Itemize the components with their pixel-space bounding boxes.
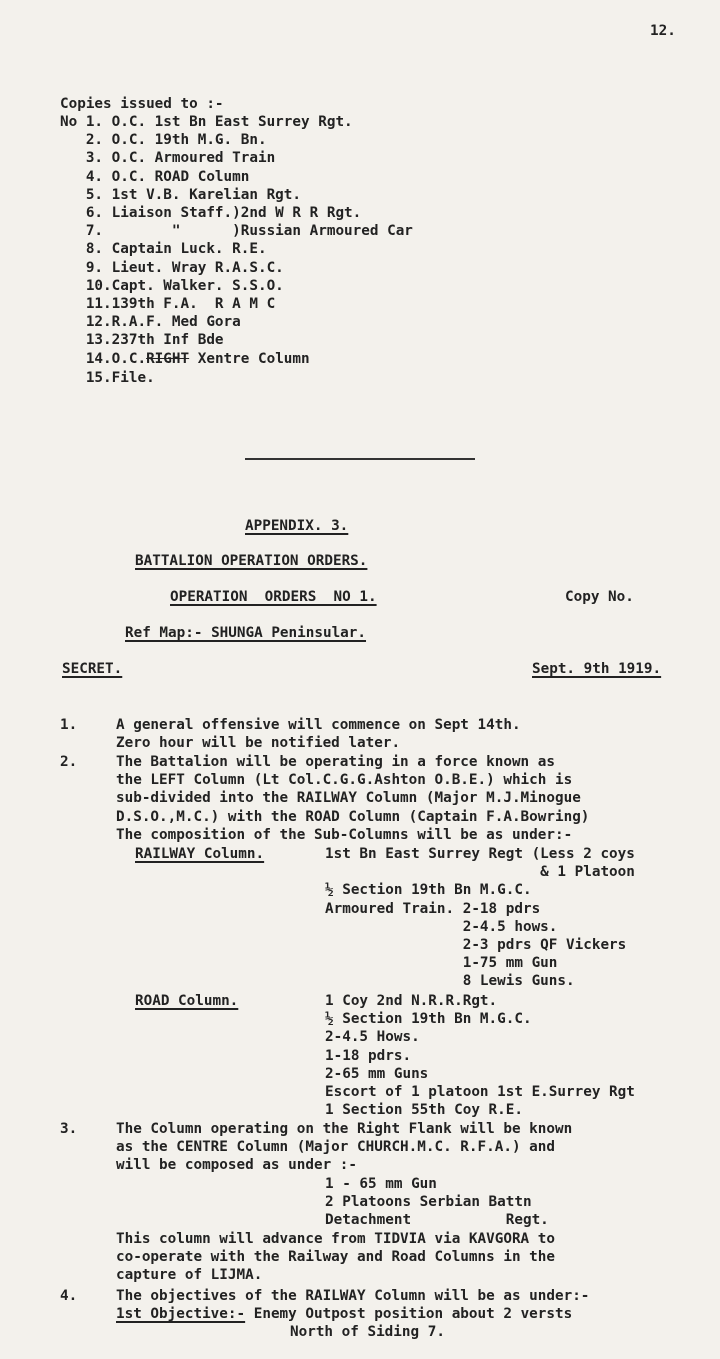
railway-column-line: Armoured Train. 2-18 pdrs — [325, 900, 541, 917]
page-number: 12. — [650, 23, 676, 39]
copies-item-line: 6. Liaison Staff.)2nd W R R Rgt. — [60, 205, 362, 221]
copies-heading: Copies issued to :- — [60, 96, 224, 112]
section-divider — [245, 458, 475, 460]
copies-item-line: 11.139th F.A. R A M C — [60, 296, 276, 312]
road-column-line: 2-65 mm Guns — [325, 1065, 429, 1082]
copy-number: Copy No. — [565, 589, 634, 605]
para-2-line: D.S.O.,M.C.) with the ROAD Column (Captain F.A.Bowring) — [116, 808, 590, 825]
copies-item-line: No 1. O.C. 1st Bn East Surrey Rgt. — [60, 114, 353, 130]
para-2-line: sub-divided into the RAILWAY Column (Major M.J.Minogue — [116, 790, 581, 807]
orders-heading: OPERATION ORDERS NO 1. — [170, 589, 377, 605]
copies-item-line: 13.237th Inf Bde — [60, 332, 224, 349]
ref-map: Ref Map:- SHUNGA Peninsular. — [125, 625, 367, 641]
copies-item-14-suffix: Xentre Column — [189, 351, 310, 367]
road-column-line: 1-18 pdrs. — [325, 1047, 412, 1064]
railway-column-line: 2-3 pdrs QF Vickers — [325, 937, 627, 953]
para-2-line: The Battalion will be operating in a force known as — [116, 754, 555, 770]
road-column-line: 1 Section 55th Coy R.E. — [325, 1102, 523, 1119]
centre-column-line: Detachment Regt. — [325, 1212, 549, 1229]
railway-column-line: 1st Bn East Surrey Regt (Less 2 coys — [325, 846, 635, 862]
para-3-line: as the CENTRE Column (Major CHURCH.M.C. R.F.A.) and — [116, 1139, 555, 1156]
para-1-line: A general offensive will commence on Sept 14th. — [116, 717, 521, 733]
road-column-line: 2-4.5 Hows. — [325, 1029, 420, 1046]
objective-1-continuation: North of Siding 7. — [290, 1324, 445, 1340]
para-4-body: The objectives of the RAILWAY Column will be as under:- — [116, 1288, 590, 1304]
para-1-line: Zero hour will be notified later. — [116, 735, 401, 752]
para-1-number: 1. — [60, 717, 78, 733]
centre-column-line: 2 Platoons Serbian Battn — [325, 1194, 532, 1211]
road-column-label: ROAD Column. — [135, 993, 239, 1009]
order-date: Sept. 9th 1919. — [532, 661, 662, 677]
copies-item-line: 10.Capt. Walker. S.S.O. — [60, 277, 284, 294]
railway-column-line: 8 Lewis Guns. — [325, 973, 575, 990]
railway-column-line: 2-4.5 hows. — [325, 918, 558, 935]
copies-item-line: 8. Captain Luck. R.E. — [60, 241, 267, 258]
appendix-heading: APPENDIX. 3. — [245, 518, 349, 534]
para-3-line: will be composed as under :- — [116, 1157, 358, 1174]
objective-1 — [116, 1305, 572, 1323]
copies-item-line: 3. O.C. Armoured Train — [60, 150, 276, 167]
copies-item-line: 7. " )Russian Armoured Car — [60, 223, 413, 240]
copies-item-14 — [60, 350, 310, 368]
railway-column-line: ½ Section 19th Bn M.G.C. — [325, 882, 532, 899]
objective-1-label: 1st Objective:- — [116, 1306, 246, 1322]
railway-column-label: RAILWAY Column. — [135, 846, 265, 862]
para-4-number: 4. — [60, 1288, 78, 1304]
objective-1-text: Enemy Outpost position about 2 versts — [245, 1306, 573, 1322]
copies-item-line: 4. O.C. ROAD Column — [60, 168, 250, 185]
para-3-number: 3. — [60, 1121, 78, 1137]
para-2-line: The composition of the Sub-Columns will be as under:- — [116, 826, 573, 843]
para-3-after-line: capture of LIJMA. — [116, 1267, 263, 1284]
copies-item-line: 12.R.A.F. Med Gora — [60, 314, 241, 331]
copies-item-14-prefix: 14.O.C. — [60, 351, 147, 367]
copies-item-line: 2. O.C. 19th M.G. Bn. — [60, 132, 267, 149]
railway-column-line: & 1 Platoon — [325, 864, 635, 881]
secret-label: SECRET. — [62, 661, 123, 677]
para-2-line: the LEFT Column (Lt Col.C.G.G.Ashton O.B.E.) which is — [116, 772, 573, 789]
para-3-after-line: This column will advance from TIDVIA via KAVGORA to — [116, 1231, 555, 1247]
road-column-line: ½ Section 19th Bn M.G.C. — [325, 1011, 532, 1028]
road-column-line: Escort of 1 platoon 1st E.Surrey Rgt — [325, 1084, 635, 1100]
para-3-line: The Column operating on the Right Flank will be known — [116, 1121, 573, 1137]
centre-column-line: 1 - 65 mm Gun — [325, 1176, 437, 1192]
railway-column-line: 1-75 mm Gun — [325, 955, 558, 972]
document-title: BATTALION OPERATION ORDERS. — [135, 553, 368, 569]
para-3-after-line: co-operate with the Railway and Road Columns in the — [116, 1249, 555, 1266]
copies-item-line: 5. 1st V.B. Karelian Rgt. — [60, 186, 302, 203]
para-2-number: 2. — [60, 754, 78, 770]
copies-item-15: 15.File. — [60, 370, 155, 386]
copies-item-14-struck: RIGHT — [146, 351, 190, 367]
road-column-line: 1 Coy 2nd N.R.R.Rgt. — [325, 993, 498, 1009]
copies-item-line: 9. Lieut. Wray R.A.S.C. — [60, 259, 284, 276]
